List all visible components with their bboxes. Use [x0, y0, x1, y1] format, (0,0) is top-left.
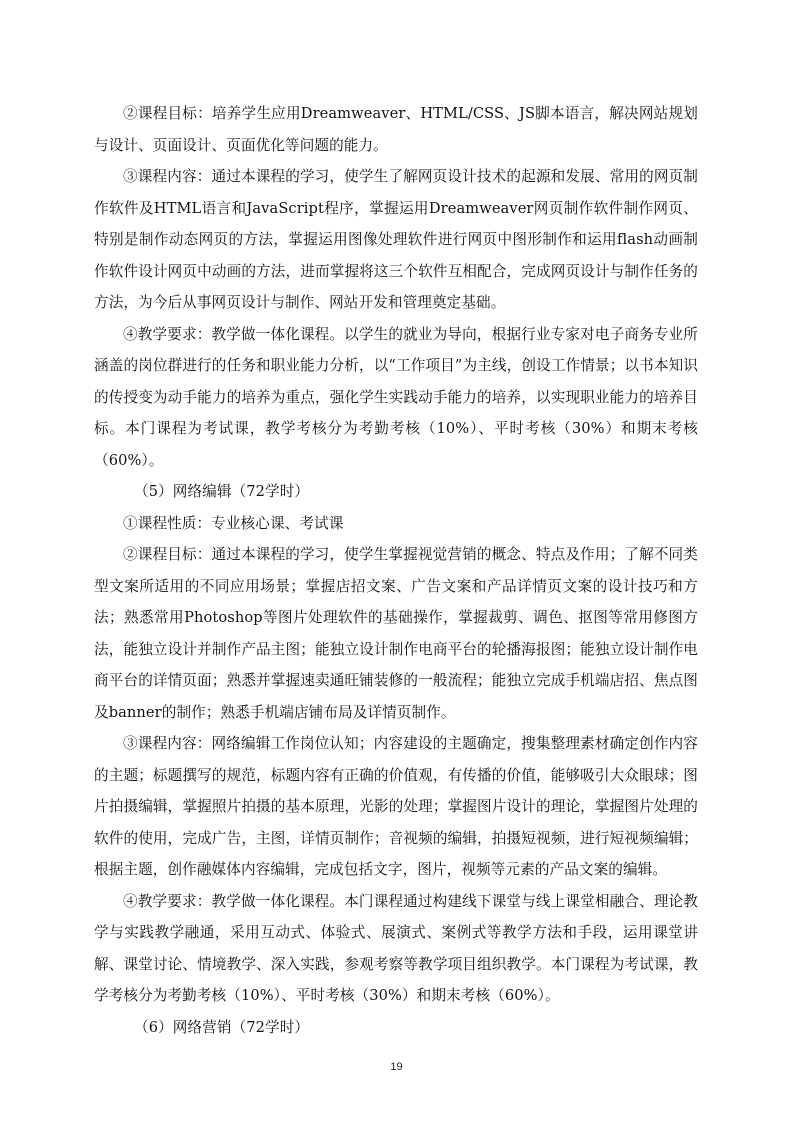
section-heading-network-marketing: （6）网络营销（72学时）	[134, 1018, 310, 1036]
paragraph-course-objective-web: ②课程目标：培养学生应用Dreamweaver、HTML/CSS、JS脚本语言，解决网站规划与设计、页面设计、页面优化等问题的能力。	[94, 105, 698, 154]
document-body	[94, 98, 698, 1043]
paragraph-course-objective-editing: ②课程目标：通过本课程的学习，使学生掌握视觉营销的概念、特点及作用；了解不同类型文案所适用的不同应用场景；掌握店招文案、广告文案和产品详情页文案的设计技巧和方法；熟悉常用Photoshop等图片处理软件的基础操作，掌握裁剪、调色、抠图等常用修图方法，能独立设计并制作产品主图；能独立设计制作电商平台的轮播海报图；能独立设计制作电商平台的详情页面；熟悉并掌握速卖通旺铺装修的一般流程；能独立完成手机端店招、焦点图及banner的制作；熟悉手机端店铺布局及详情页制作。	[94, 546, 698, 721]
paragraph-course-content-editing: ③课程内容：网络编辑工作岗位认知；内容建设的主题确定，搜集整理素材确定创作内容的主题；标题撰写的规范，标题内容有正确的价值观，有传播的价值，能够吸引大众眼球；图片拍摄编辑，掌握照片拍摄的基本原理，光影的处理；掌握图片设计的理论，掌握图片处理的软件的使用，完成广告，主图，详情页制作；音视频的编辑，拍摄短视频，进行短视频编辑；根据主题，创作融媒体内容编辑，完成包括文字，图片，视频等元素的产品文案的编辑。	[94, 735, 698, 878]
paragraph-teaching-requirements-editing: ④教学要求：教学做一体化课程。本门课程通过构建线下课堂与线上课堂相融合、理论教学与实践教学融通，采用互动式、体验式、展演式、案例式等教学方法和手段，运用课堂讲解、课堂讨论、情境教学、深入实践，参观考察等教学项目组织教学。本门课程为考试课，教学考核分为考勤考核（10%）、平时考核（30%）和期末考核（60%）。	[94, 892, 698, 1004]
section-heading-network-editing: （5）网络编辑（72学时）	[134, 483, 310, 500]
page-number: 19	[390, 1061, 403, 1073]
paragraph-course-nature-editing: ①课程性质：专业核心课、考试课	[123, 514, 344, 532]
paragraph-teaching-requirements-web: ④教学要求：教学做一体化课程。以学生的就业为导向，根据行业专家对电子商务专业所涵盖的岗位群进行的任务和职业能力分析，以“工作项目”为主线，创设工作情景；以书本知识的传授变为动手能力的培养为重点，强化学生实践动手能力的培养，以实现职业能力的培养目标。本门课程为考试课，教学考核分为考勤考核（10%）、平时考核（30%）和期末考核（60%）。	[94, 325, 698, 469]
paragraph-course-content-web: ③课程内容：通过本课程的学习，使学生了解网页设计技术的起源和发展、常用的网页制作软件及HTML语言和JavaScript程序，掌握运用Dreamweaver网页制作软件制作网页、特别是制作动态网页的方法，掌握运用图像处理软件进行网页中图形制作和运用flash动画制作软件设计网页中动画的方法，进而掌握将这三个软件互相配合，完成网页设计与制作任务的方法，为今后从事网页设计与制作、网站开发和管理奠定基础。	[94, 168, 698, 311]
